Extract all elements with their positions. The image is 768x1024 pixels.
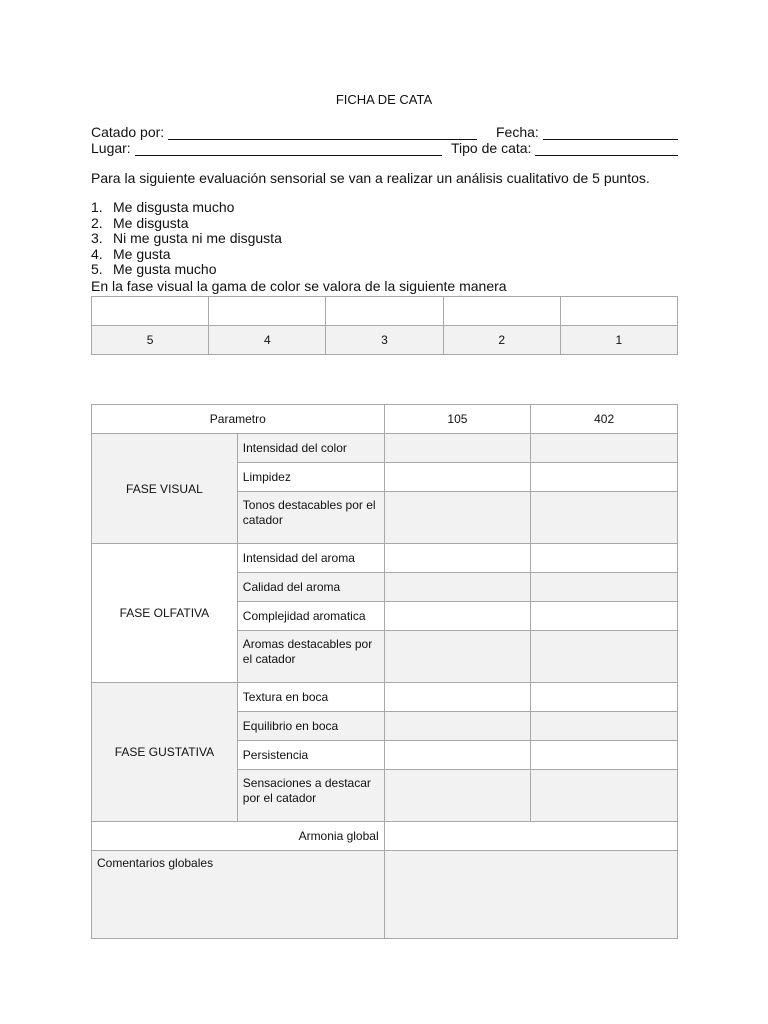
fecha-label: Fecha: <box>496 124 539 140</box>
scale-item <box>91 247 282 263</box>
score-cell-402[interactable] <box>531 712 678 741</box>
lugar-field[interactable] <box>91 138 442 156</box>
color-swatch-cell[interactable] <box>209 297 326 326</box>
score-cell-105[interactable] <box>384 631 531 683</box>
evaluation-table <box>91 404 678 939</box>
score-cell-105[interactable] <box>384 492 531 544</box>
comentarios-globales-cell[interactable] <box>384 851 677 939</box>
color-scale-table <box>91 296 678 355</box>
scale-item-label: Me gusta <box>113 245 171 262</box>
color-swatch-cell[interactable] <box>560 297 677 326</box>
param-label: Calidad del aroma <box>237 573 384 602</box>
scale-item-number: 5. <box>91 261 103 277</box>
page-title: FICHA DE CATA <box>335 92 433 107</box>
scale-item-number: 1. <box>91 199 103 215</box>
table-row <box>92 683 678 712</box>
scale-item-number: 3. <box>91 230 103 246</box>
score-cell-402[interactable] <box>531 573 678 602</box>
tipo-de-cata-field[interactable] <box>451 138 678 156</box>
armonia-global-cell[interactable] <box>384 822 677 851</box>
scale-item <box>91 216 282 232</box>
color-value-row <box>92 326 678 355</box>
score-cell-105[interactable] <box>384 683 531 712</box>
score-cell-402[interactable] <box>531 741 678 770</box>
score-cell-105[interactable] <box>384 741 531 770</box>
score-cell-402[interactable] <box>531 631 678 683</box>
scale-item <box>91 231 282 247</box>
table-row <box>92 851 678 939</box>
color-swatch-cell[interactable] <box>92 297 209 326</box>
scale-item-label: Ni me gusta ni me disgusta <box>113 230 282 246</box>
scale-item <box>91 262 282 278</box>
param-label: Aromas destacables por el catador <box>237 631 384 683</box>
header-sample-105: 105 <box>384 405 531 434</box>
score-cell-402[interactable] <box>531 770 678 822</box>
header-sample-402: 402 <box>531 405 678 434</box>
color-swatch-row <box>92 297 678 326</box>
param-label: Tonos destacables por el catador <box>237 492 384 544</box>
scale-list <box>91 200 282 278</box>
color-value-cell: 2 <box>443 326 560 355</box>
tipo-de-cata-label: Tipo de cata: <box>451 140 532 156</box>
param-label: Persistencia <box>237 741 384 770</box>
score-cell-105[interactable] <box>384 712 531 741</box>
param-label: Limpidez <box>237 463 384 492</box>
score-cell-402[interactable] <box>531 434 678 463</box>
scale-item-label: Me gusta mucho <box>113 261 217 277</box>
catado-por-label: Catado por: <box>91 124 165 140</box>
score-cell-402[interactable] <box>531 463 678 492</box>
comentarios-globales-label: Comentarios globales <box>92 851 385 939</box>
armonia-global-label: Armonia global <box>92 822 385 851</box>
score-cell-105[interactable] <box>384 602 531 631</box>
tipo-de-cata-line[interactable] <box>535 142 678 156</box>
param-label: Intensidad del color <box>237 434 384 463</box>
visual-note: En la fase visual la gama de color se valora de la siguiente manera <box>91 278 507 294</box>
table-row <box>92 822 678 851</box>
table-row <box>92 544 678 573</box>
lugar-label: Lugar: <box>91 140 131 156</box>
field-row-2 <box>91 138 678 156</box>
color-value-cell: 1 <box>560 326 677 355</box>
score-cell-402[interactable] <box>531 492 678 544</box>
score-cell-105[interactable] <box>384 463 531 492</box>
score-cell-105[interactable] <box>384 573 531 602</box>
param-label: Textura en boca <box>237 683 384 712</box>
intro-text: Para la siguiente evaluación sensorial se van a realizar un análisis cualitativo de 5 puntos. <box>91 170 650 186</box>
param-label: Intensidad del aroma <box>237 544 384 573</box>
param-label: Equilibrio en boca <box>237 712 384 741</box>
phase-label-visual: FASE VISUAL <box>92 434 238 544</box>
lugar-line[interactable] <box>135 142 442 156</box>
score-cell-402[interactable] <box>531 544 678 573</box>
score-cell-105[interactable] <box>384 544 531 573</box>
color-swatch-cell[interactable] <box>326 297 443 326</box>
phase-label-gustativa: FASE GUSTATIVA <box>92 683 238 822</box>
scale-item-label: Me disgusta <box>113 214 189 231</box>
color-value-cell: 3 <box>326 326 443 355</box>
color-value-cell: 5 <box>92 326 209 355</box>
table-row <box>92 434 678 463</box>
score-cell-105[interactable] <box>384 770 531 822</box>
score-cell-402[interactable] <box>531 683 678 712</box>
score-cell-105[interactable] <box>384 434 531 463</box>
scale-item-number: 4. <box>91 245 103 262</box>
scale-item-number: 2. <box>91 214 103 231</box>
table-header-row <box>92 405 678 434</box>
phase-label-olfativa: FASE OLFATIVA <box>92 544 238 683</box>
param-label: Complejidad aromatica <box>237 602 384 631</box>
scale-item <box>91 200 282 216</box>
param-label: Sensaciones a destacar por el catador <box>237 770 384 822</box>
score-cell-402[interactable] <box>531 602 678 631</box>
color-swatch-cell[interactable] <box>443 297 560 326</box>
header-parametro: Parametro <box>92 405 385 434</box>
scale-item-label: Me disgusta mucho <box>113 199 235 215</box>
color-value-cell: 4 <box>209 326 326 355</box>
